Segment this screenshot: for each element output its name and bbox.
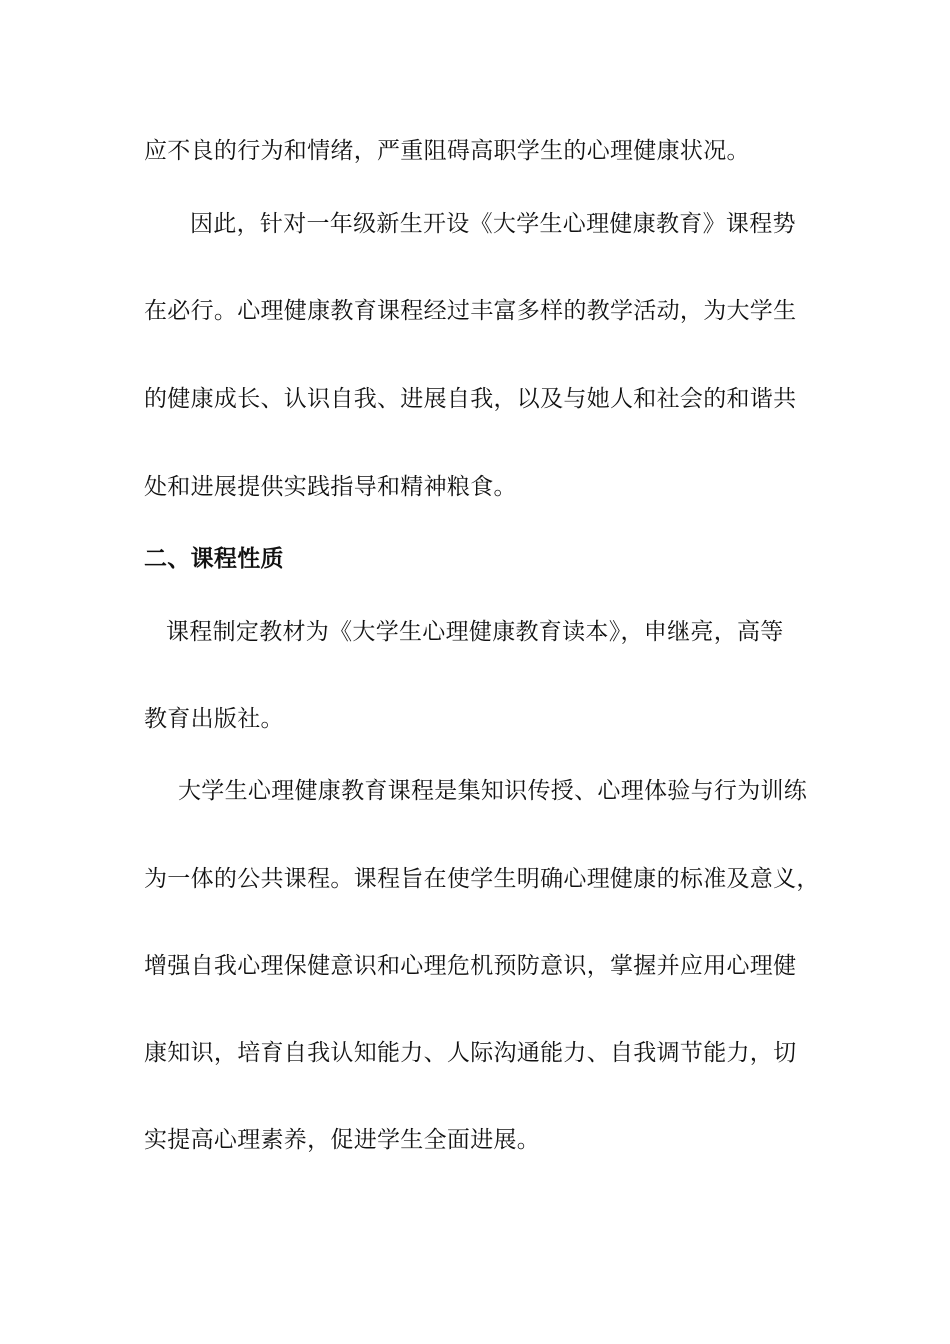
paragraph-line: 课程制定教材为《大学生心理健康教育读本》，申继亮，高等	[166, 619, 784, 645]
paragraph-line: 在必行。心理健康教育课程经过丰富多样的教学活动，为大学生	[144, 298, 797, 324]
paragraph-line: 的健康成长、认识自我、进展自我，以及与她人和社会的和谐共	[144, 386, 797, 412]
paragraph-line: 大学生心理健康教育课程是集知识传授、心理体验与行为训练	[178, 778, 808, 804]
paragraph-line: 实提高心理素养，促进学生全面进展。	[144, 1127, 541, 1153]
paragraph-line: 应不良的行为和情绪，严重阻碍高职学生的心理健康状况。	[144, 138, 750, 164]
paragraph-line: 教育出版社。	[144, 706, 284, 732]
paragraph-line: 为一体的公共课程。课程旨在使学生明确心理健康的标准及意义，	[144, 866, 820, 892]
paragraph-line: 因此，针对一年级新生开设《大学生心理健康教育》课程势	[190, 211, 796, 237]
paragraph-line: 处和进展提供实践指导和精神粮食。	[144, 474, 517, 500]
paragraph-line: 康知识，培育自我认知能力、人际沟通能力、自我调节能力，切	[144, 1040, 797, 1066]
paragraph-line: 增强自我心理保健意识和心理危机预防意识，掌握并应用心理健	[144, 953, 797, 979]
section-heading: 二、课程性质	[144, 546, 284, 572]
